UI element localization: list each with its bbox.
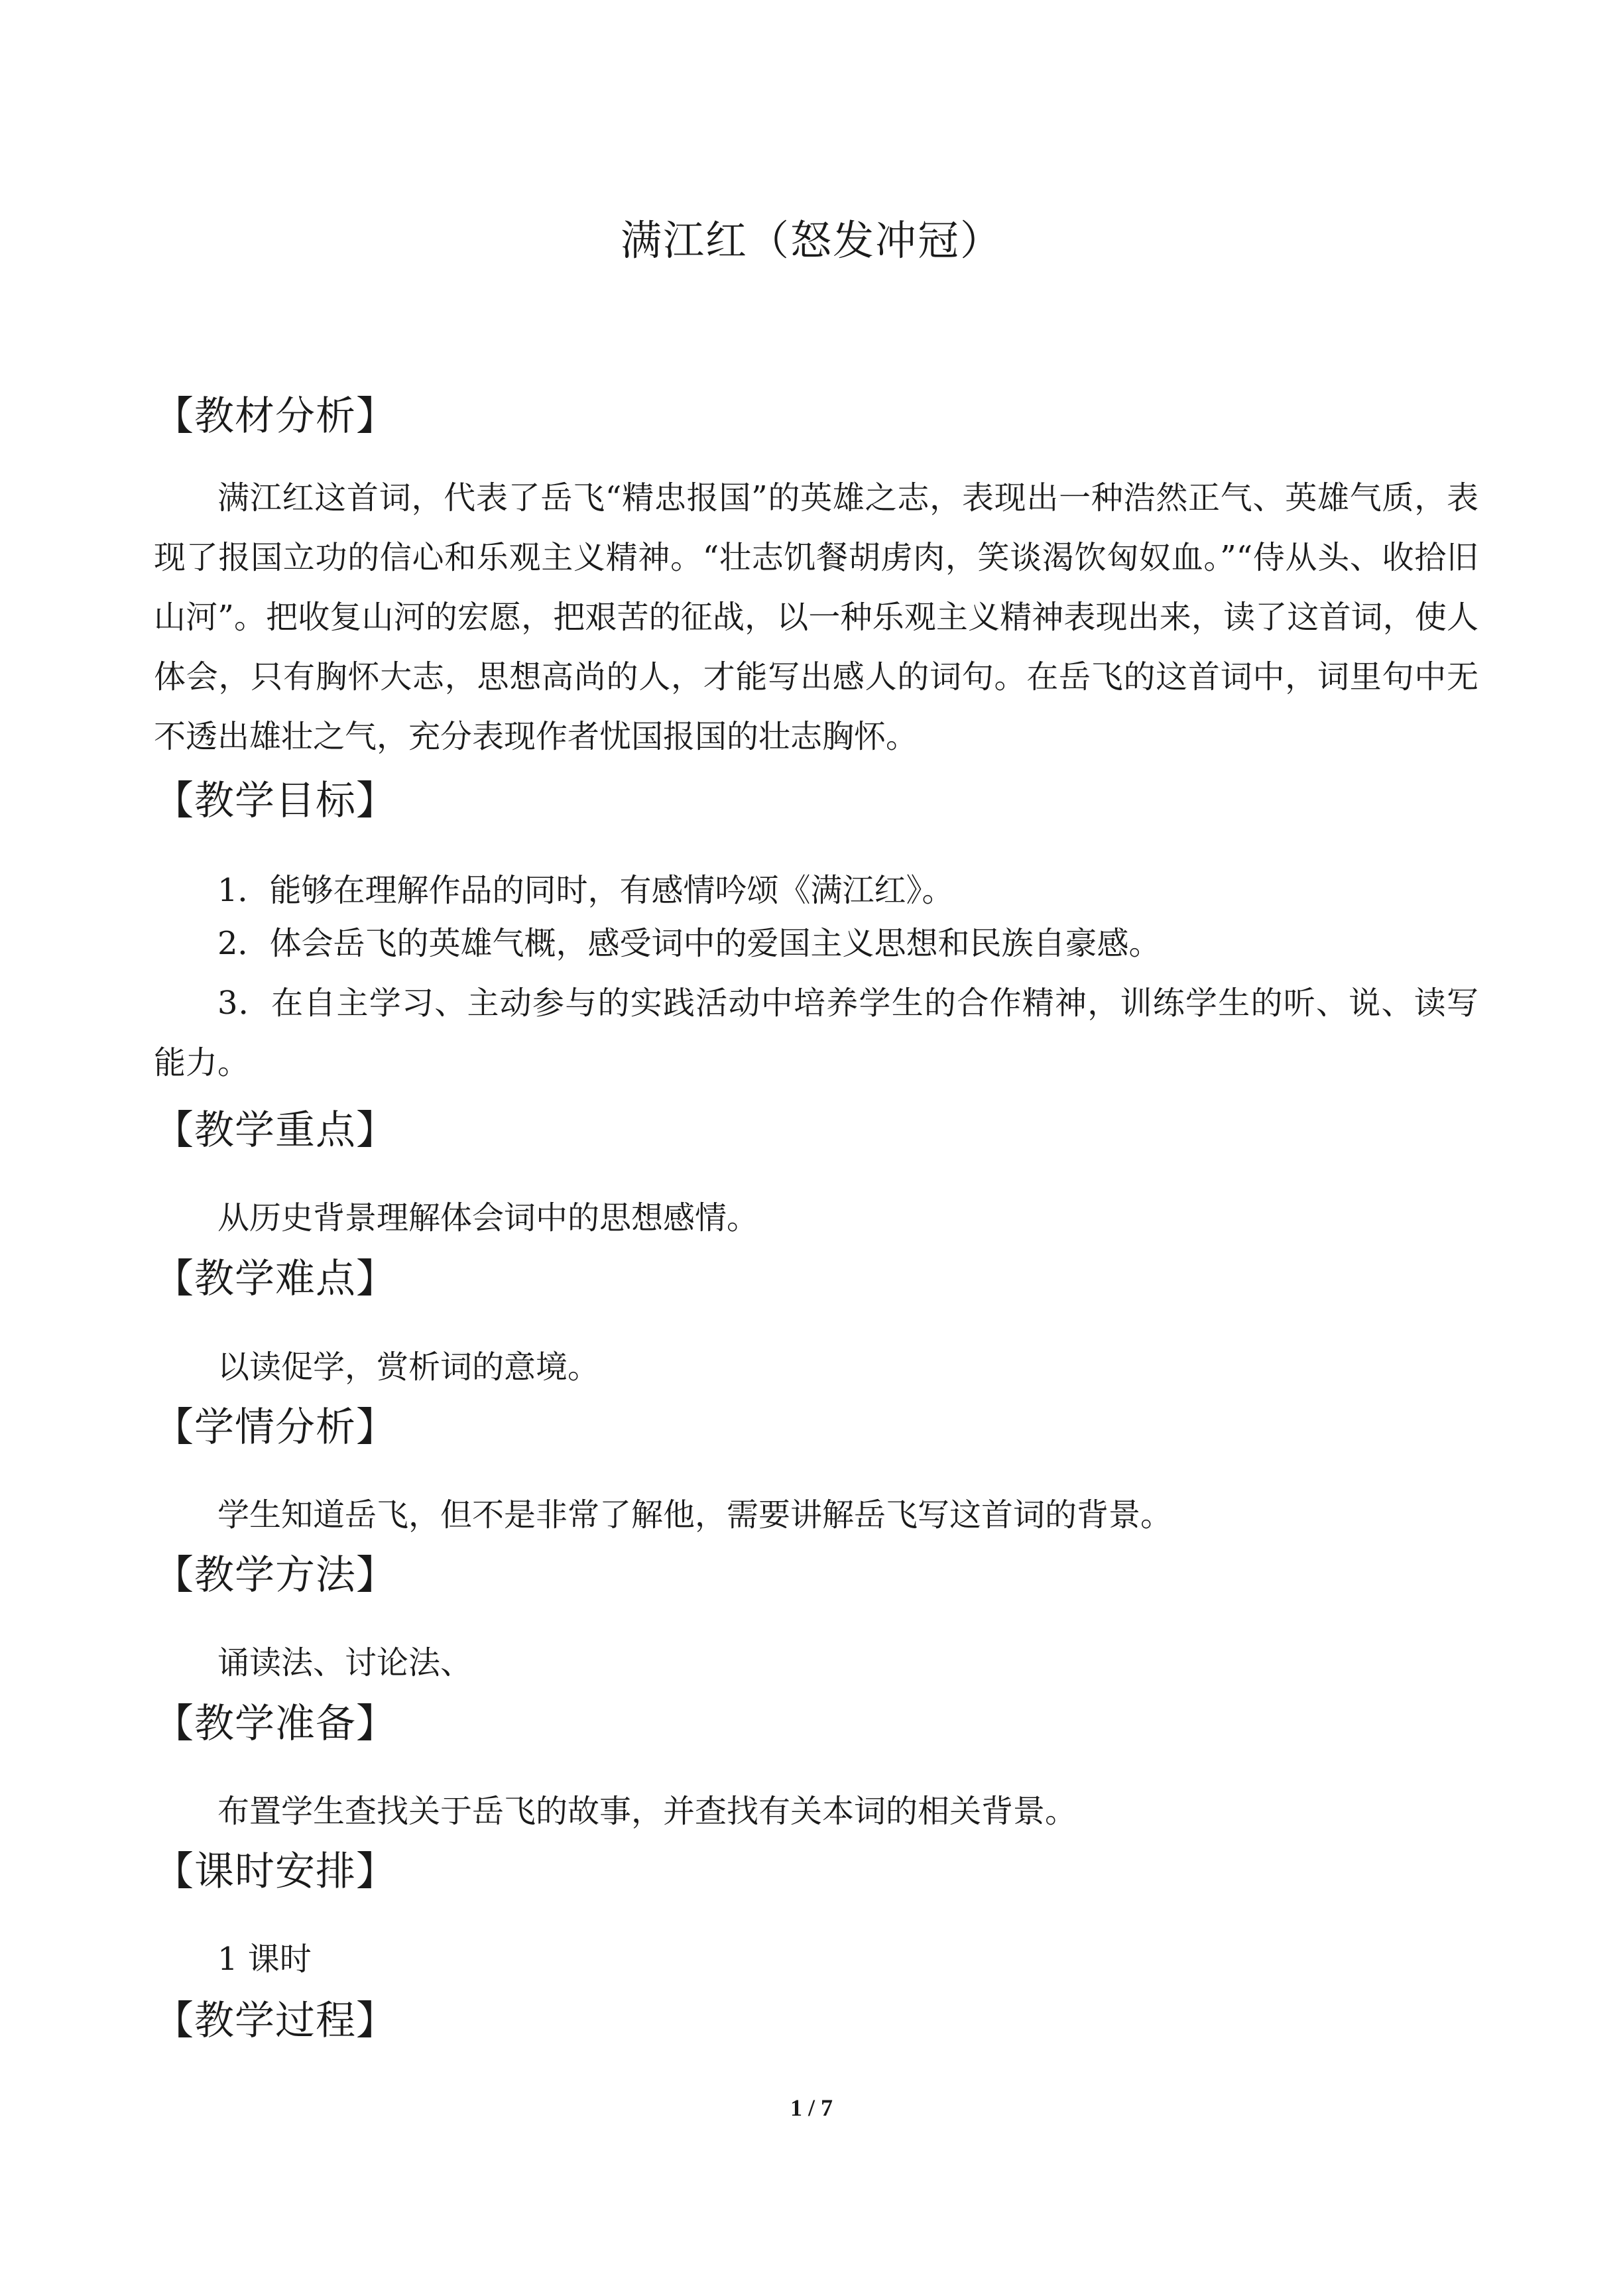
- section-heading-methods: 【教学方法】: [154, 1552, 396, 1599]
- page-title: 满江红（怒发冲冠）: [620, 216, 1002, 265]
- paragraph-difficulties: 以读促学，赏析词的意境。: [217, 1349, 600, 1386]
- paragraph-preparation: 布置学生查找关于岳飞的故事，并查找有关本词的相关背景。: [217, 1793, 1077, 1830]
- list-item-goal-1: 1．能够在理解作品的同时，有感情吟颂《满江红》。: [217, 872, 954, 909]
- section-heading-difficulties: 【教学难点】: [154, 1256, 396, 1302]
- list-item-goal-3: 3．在自主学习、主动参与的实践活动中培养学生的合作精神，训练学生的听、说、读写能力。: [154, 985, 1478, 1081]
- section-heading-preparation: 【教学准备】: [154, 1701, 396, 1747]
- paragraph-schedule: 1 课时: [217, 1941, 312, 1978]
- paragraph-key-points: 从历史背景理解体会词中的思想感情。: [217, 1199, 759, 1237]
- section-heading-student-analysis: 【学情分析】: [154, 1404, 396, 1451]
- paragraph-textbook-analysis: 满江红这首词，代表了岳飞“精忠报国”的英雄之志，表现出一种浩然正气、英雄气质，表现了报国立功的信心和乐观主义精神。“壮志饥餐胡虏肉，笑谈渴饮匈奴血。”“侍从头、收拾旧山河”。把收复山河的宏愿，把艰苦的征战，以一种乐观主义精神表现出来，读了这首词，使人体会，只有胸怀大志，思想高尚的人，才能写出感人的词句。在岳飞的这首词中，词里句中无不透出雄壮之气，充分表现作者忧国报国的壮志胸怀。: [154, 479, 1478, 755]
- paragraph-student-analysis: 学生知道岳飞，但不是非常了解他，需要讲解岳飞写这首词的背景。: [217, 1496, 1173, 1534]
- section-heading-process: 【教学过程】: [154, 1998, 396, 2044]
- page-number: 1 / 7: [790, 2094, 833, 2121]
- section-heading-textbook-analysis: 【教材分析】: [154, 393, 396, 440]
- section-heading-teaching-goals: 【教学目标】: [154, 778, 396, 824]
- list-item-goal-2: 2．体会岳飞的英雄气概，感受词中的爱国主义思想和民族自豪感。: [217, 925, 1161, 962]
- section-heading-key-points: 【教学重点】: [154, 1107, 396, 1154]
- section-heading-schedule: 【课时安排】: [154, 1848, 396, 1895]
- paragraph-methods: 诵读法、讨论法、: [217, 1644, 473, 1681]
